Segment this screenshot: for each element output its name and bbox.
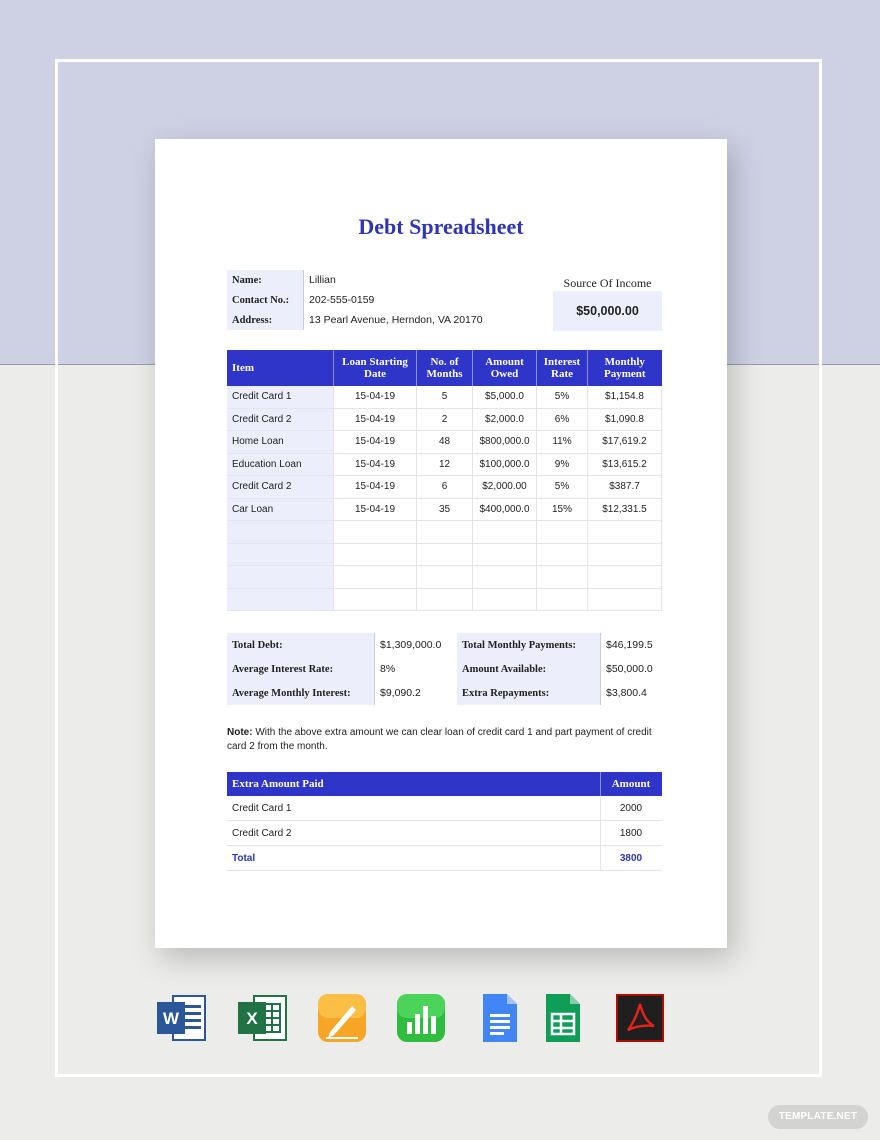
empty-row: [227, 588, 662, 611]
debt-cell: $1,090.8: [588, 408, 662, 431]
empty-cell: [417, 543, 473, 566]
google-sheets-icon[interactable]: [538, 992, 590, 1044]
summary-value: $46,199.5: [601, 633, 666, 657]
summary-row: [457, 681, 665, 705]
debt-cell: 5: [417, 386, 473, 408]
watermark-badge: TEMPLATE.NET: [768, 1105, 868, 1129]
debt-item: Credit Card 1: [227, 386, 334, 408]
info-value: 13 Pearl Avenue, Herndon, VA 20170: [304, 310, 515, 330]
empty-cell: [473, 588, 537, 611]
empty-cell: [417, 521, 473, 544]
info-row: [227, 310, 514, 330]
table-row: [227, 453, 662, 476]
empty-cell: [334, 521, 417, 544]
contact-info-table: [227, 270, 514, 330]
summary-row: [227, 681, 446, 705]
note: [227, 726, 657, 754]
empty-cell: [334, 588, 417, 611]
summary-row: [457, 633, 665, 657]
empty-cell: [473, 521, 537, 544]
debt-cell: 35: [417, 498, 473, 521]
summary-left: [227, 633, 446, 705]
info-label: Address:: [227, 310, 304, 330]
empty-cell: [417, 588, 473, 611]
note-text: With the above extra amount we can clear loan of credit card 1 and part payment of credit card 2 from the month.: [227, 727, 652, 752]
debt-cell: 15-04-19: [334, 453, 417, 476]
pages-icon[interactable]: [316, 992, 368, 1044]
empty-cell: [417, 566, 473, 589]
column-header: Interest Rate: [537, 350, 588, 386]
empty-cell: [588, 588, 662, 611]
debt-item: Education Loan: [227, 453, 334, 476]
empty-cell: [537, 521, 588, 544]
table-row: [227, 498, 662, 521]
extra-amount-table: [227, 772, 662, 871]
empty-cell: [588, 543, 662, 566]
debt-cell: 5%: [537, 476, 588, 499]
debt-cell: $12,331.5: [588, 498, 662, 521]
summary-value: $50,000.0: [601, 657, 666, 681]
empty-cell: [473, 566, 537, 589]
debt-cell: $17,619.2: [588, 431, 662, 454]
debt-cell: $400,000.0: [473, 498, 537, 521]
info-row: [227, 270, 514, 290]
info-row: [227, 290, 514, 310]
debt-cell: 6: [417, 476, 473, 499]
debt-cell: 15-04-19: [334, 408, 417, 431]
summary-label: Total Monthly Payments:: [457, 633, 601, 657]
column-header: Extra Amount Paid: [227, 772, 601, 796]
column-header: No. of Months: [417, 350, 473, 386]
debt-cell: $2,000.0: [473, 408, 537, 431]
total-amount: 3800: [601, 846, 663, 871]
info-value: 202-555-0159: [304, 290, 515, 310]
acrobat-pdf-icon[interactable]: [614, 992, 666, 1044]
debt-item: Car Loan: [227, 498, 334, 521]
extra-table-header: [227, 772, 662, 796]
empty-cell: [227, 543, 334, 566]
google-docs-icon[interactable]: [475, 992, 527, 1044]
empty-cell: [334, 566, 417, 589]
debt-cell: 48: [417, 431, 473, 454]
table-row: [227, 386, 662, 408]
extra-amount: 2000: [601, 796, 663, 821]
info-label: Name:: [227, 270, 304, 290]
app-icon-bar: [0, 992, 880, 1044]
empty-cell: [227, 588, 334, 611]
total-row: [227, 846, 662, 871]
debt-cell: 2: [417, 408, 473, 431]
debt-cell: $5,000.0: [473, 386, 537, 408]
debt-cell: $100,000.0: [473, 453, 537, 476]
extra-item: Credit Card 1: [227, 796, 601, 821]
debt-cell: 5%: [537, 386, 588, 408]
summary-value: $3,800.4: [601, 681, 666, 705]
info-label: Contact No.:: [227, 290, 304, 310]
summary-label: Amount Available:: [457, 657, 601, 681]
empty-cell: [334, 543, 417, 566]
debt-item: Credit Card 2: [227, 476, 334, 499]
empty-row: [227, 566, 662, 589]
debt-cell: 6%: [537, 408, 588, 431]
summary-row: [227, 633, 446, 657]
summary-row: [227, 657, 446, 681]
summary-label: Total Debt:: [227, 633, 375, 657]
extra-amount: 1800: [601, 821, 663, 846]
extra-item: Credit Card 2: [227, 821, 601, 846]
note-label: Note:: [227, 727, 253, 738]
empty-cell: [537, 543, 588, 566]
table-row: [227, 476, 662, 499]
debt-cell: 15-04-19: [334, 386, 417, 408]
debt-cell: $1,154.8: [588, 386, 662, 408]
source-of-income-label: Source Of Income: [563, 276, 652, 290]
debt-cell: 15-04-19: [334, 498, 417, 521]
debt-cell: $387.7: [588, 476, 662, 499]
svg-text:W: W: [162, 1009, 180, 1028]
column-header: Item: [227, 350, 334, 386]
column-header: Amount: [601, 772, 663, 796]
svg-text:X: X: [246, 1009, 258, 1028]
summary-label: Average Interest Rate:: [227, 657, 375, 681]
debt-cell: 11%: [537, 431, 588, 454]
table-row: [227, 796, 662, 821]
debt-item: Credit Card 2: [227, 408, 334, 431]
summary-label: Average Monthly Interest:: [227, 681, 375, 705]
column-header: Monthly Payment: [588, 350, 662, 386]
total-label: Total: [227, 846, 601, 871]
debt-cell: 15-04-19: [334, 431, 417, 454]
table-row: [227, 408, 662, 431]
empty-row: [227, 521, 662, 544]
empty-cell: [537, 588, 588, 611]
source-of-income-value: $50,000.00: [553, 291, 662, 331]
document-title: Debt Spreadsheet: [358, 214, 524, 239]
word-icon[interactable]: [155, 992, 207, 1044]
summary-label: Extra Repayments:: [457, 681, 601, 705]
column-header: Amount Owed: [473, 350, 537, 386]
debt-table: [227, 350, 662, 611]
column-header: Loan Starting Date: [334, 350, 417, 386]
empty-cell: [473, 543, 537, 566]
empty-cell: [227, 521, 334, 544]
debt-item: Home Loan: [227, 431, 334, 454]
debt-table-header: [227, 350, 662, 386]
empty-cell: [227, 566, 334, 589]
table-row: [227, 821, 662, 846]
debt-cell: 15%: [537, 498, 588, 521]
debt-cell: 15-04-19: [334, 476, 417, 499]
summary-right: [457, 633, 665, 705]
table-row: [227, 431, 662, 454]
document-page: [155, 139, 727, 948]
empty-cell: [588, 521, 662, 544]
debt-cell: $13,615.2: [588, 453, 662, 476]
info-value: Lillian: [304, 270, 515, 290]
excel-icon[interactable]: [236, 992, 288, 1044]
empty-cell: [588, 566, 662, 589]
empty-cell: [537, 566, 588, 589]
summary-value: $9,090.2: [375, 681, 447, 705]
empty-row: [227, 543, 662, 566]
debt-cell: 9%: [537, 453, 588, 476]
debt-cell: 12: [417, 453, 473, 476]
numbers-icon[interactable]: [395, 992, 447, 1044]
summary-row: [457, 657, 665, 681]
summary-value: $1,309,000.0: [375, 633, 447, 657]
debt-cell: $2,000.00: [473, 476, 537, 499]
summary-value: 8%: [375, 657, 447, 681]
debt-cell: $800,000.0: [473, 431, 537, 454]
